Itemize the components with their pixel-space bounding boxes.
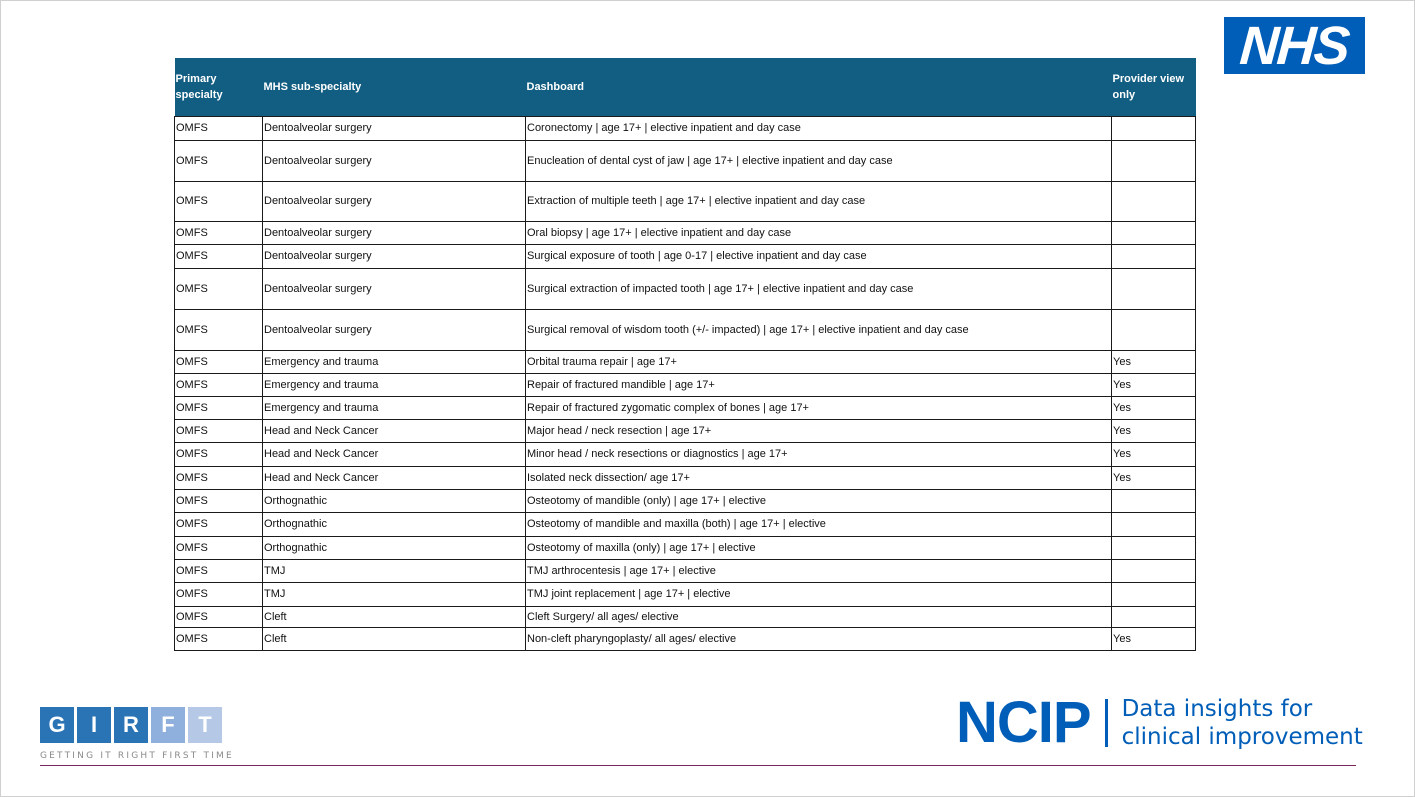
cell-dashboard: Orbital trauma repair | age 17+ bbox=[526, 351, 1112, 374]
cell-sub: Head and Neck Cancer bbox=[263, 420, 526, 443]
cell-dashboard: Surgical removal of wisdom tooth (+/- impacted) | age 17+ | elective inpatient and day case bbox=[526, 310, 1112, 351]
cell-provider: Yes bbox=[1112, 628, 1196, 651]
cell-dashboard: Osteotomy of mandible (only) | age 17+ | elective bbox=[526, 490, 1112, 513]
table-row bbox=[175, 245, 1196, 269]
table-body bbox=[175, 117, 1196, 651]
table-row bbox=[175, 537, 1196, 560]
cell-sub: Dentoalveolar surgery bbox=[263, 222, 526, 245]
cell-dashboard: Repair of fractured mandible | age 17+ bbox=[526, 374, 1112, 397]
cell-primary: OMFS bbox=[175, 583, 263, 607]
table-row bbox=[175, 513, 1196, 537]
table-row bbox=[175, 490, 1196, 513]
cell-primary: OMFS bbox=[175, 420, 263, 443]
table-row bbox=[175, 443, 1196, 467]
cell-provider: Yes bbox=[1112, 397, 1196, 420]
cell-dashboard: TMJ joint replacement | age 17+ | elective bbox=[526, 583, 1112, 607]
cell-primary: OMFS bbox=[175, 560, 263, 583]
cell-primary: OMFS bbox=[175, 222, 263, 245]
cell-provider bbox=[1112, 117, 1196, 141]
footer-divider bbox=[40, 765, 1356, 766]
girft-tile-r: R bbox=[114, 707, 148, 743]
cell-provider bbox=[1112, 222, 1196, 245]
table-row bbox=[175, 141, 1196, 182]
cell-sub: Dentoalveolar surgery bbox=[263, 245, 526, 269]
cell-provider bbox=[1112, 245, 1196, 269]
cell-dashboard: Extraction of multiple teeth | age 17+ | elective inpatient and day case bbox=[526, 182, 1112, 222]
ncip-tagline-line1: Data insights for bbox=[1121, 696, 1313, 722]
cell-provider: Yes bbox=[1112, 420, 1196, 443]
header-primary-specialty: Primary specialty bbox=[175, 58, 263, 117]
table-row bbox=[175, 397, 1196, 420]
table-row bbox=[175, 583, 1196, 607]
cell-sub: Head and Neck Cancer bbox=[263, 467, 526, 490]
cell-provider bbox=[1112, 537, 1196, 560]
cell-primary: OMFS bbox=[175, 490, 263, 513]
cell-primary: OMFS bbox=[175, 182, 263, 222]
table-row bbox=[175, 351, 1196, 374]
cell-sub: Emergency and trauma bbox=[263, 374, 526, 397]
girft-tile-i: I bbox=[77, 707, 111, 743]
header-dashboard: Dashboard bbox=[526, 58, 1112, 117]
table-row bbox=[175, 269, 1196, 310]
nhs-logo-text: NHS bbox=[1238, 15, 1351, 76]
cell-dashboard: Non-cleft pharyngoplasty/ all ages/ elective bbox=[526, 628, 1112, 651]
table-row bbox=[175, 607, 1196, 628]
cell-sub: Emergency and trauma bbox=[263, 397, 526, 420]
cell-dashboard: Cleft Surgery/ all ages/ elective bbox=[526, 607, 1112, 628]
cell-sub: Orthognathic bbox=[263, 537, 526, 560]
cell-dashboard: Osteotomy of mandible and maxilla (both) | age 17+ | elective bbox=[526, 513, 1112, 537]
table-row bbox=[175, 117, 1196, 141]
cell-provider bbox=[1112, 560, 1196, 583]
cell-dashboard: Repair of fractured zygomatic complex of bones | age 17+ bbox=[526, 397, 1112, 420]
girft-tiles bbox=[40, 707, 234, 743]
ncip-name: NCIP bbox=[956, 690, 1091, 755]
girft-logo bbox=[40, 707, 234, 761]
cell-dashboard: Enucleation of dental cyst of jaw | age 17+ | elective inpatient and day case bbox=[526, 141, 1112, 182]
cell-provider bbox=[1112, 607, 1196, 628]
header-provider-view: Provider view only bbox=[1112, 58, 1196, 117]
cell-primary: OMFS bbox=[175, 443, 263, 467]
table-row bbox=[175, 420, 1196, 443]
girft-tile-t: T bbox=[188, 707, 222, 743]
cell-primary: OMFS bbox=[175, 467, 263, 490]
cell-dashboard: Major head / neck resection | age 17+ bbox=[526, 420, 1112, 443]
table-row bbox=[175, 182, 1196, 222]
table-row bbox=[175, 628, 1196, 651]
girft-tile-g: G bbox=[40, 707, 74, 743]
cell-sub: TMJ bbox=[263, 583, 526, 607]
cell-dashboard: Surgical exposure of tooth | age 0-17 | elective inpatient and day case bbox=[526, 245, 1112, 269]
cell-provider: Yes bbox=[1112, 374, 1196, 397]
cell-sub: Dentoalveolar surgery bbox=[263, 310, 526, 351]
cell-primary: OMFS bbox=[175, 141, 263, 182]
cell-dashboard: TMJ arthrocentesis | age 17+ | elective bbox=[526, 560, 1112, 583]
ncip-tagline-line2: clinical improvement bbox=[1121, 724, 1363, 750]
cell-sub: Emergency and trauma bbox=[263, 351, 526, 374]
cell-primary: OMFS bbox=[175, 310, 263, 351]
cell-dashboard: Coronectomy | age 17+ | elective inpatient and day case bbox=[526, 117, 1112, 141]
cell-provider bbox=[1112, 182, 1196, 222]
cell-provider bbox=[1112, 583, 1196, 607]
cell-sub: Dentoalveolar surgery bbox=[263, 182, 526, 222]
table-row bbox=[175, 467, 1196, 490]
cell-sub: Orthognathic bbox=[263, 490, 526, 513]
dashboard-table bbox=[174, 58, 1196, 651]
cell-provider bbox=[1112, 490, 1196, 513]
cell-dashboard: Oral biopsy | age 17+ | elective inpatient and day case bbox=[526, 222, 1112, 245]
ncip-tagline bbox=[1122, 695, 1363, 751]
cell-sub: Orthognathic bbox=[263, 513, 526, 537]
cell-dashboard: Isolated neck dissection/ age 17+ bbox=[526, 467, 1112, 490]
table-row bbox=[175, 374, 1196, 397]
cell-primary: OMFS bbox=[175, 513, 263, 537]
girft-tagline: GETTING IT RIGHT FIRST TIME bbox=[40, 751, 234, 761]
table-row bbox=[175, 222, 1196, 245]
header-sub-specialty: MHS sub-specialty bbox=[263, 58, 526, 117]
cell-dashboard: Osteotomy of maxilla (only) | age 17+ | elective bbox=[526, 537, 1112, 560]
cell-dashboard: Surgical extraction of impacted tooth | age 17+ | elective inpatient and day case bbox=[526, 269, 1112, 310]
table-header-row bbox=[175, 58, 1196, 117]
cell-sub: Dentoalveolar surgery bbox=[263, 117, 526, 141]
cell-primary: OMFS bbox=[175, 628, 263, 651]
cell-primary: OMFS bbox=[175, 245, 263, 269]
cell-sub: Cleft bbox=[263, 607, 526, 628]
cell-primary: OMFS bbox=[175, 397, 263, 420]
ncip-divider bbox=[1105, 699, 1108, 747]
cell-primary: OMFS bbox=[175, 117, 263, 141]
cell-provider bbox=[1112, 269, 1196, 310]
cell-primary: OMFS bbox=[175, 374, 263, 397]
cell-provider: Yes bbox=[1112, 443, 1196, 467]
cell-sub: Head and Neck Cancer bbox=[263, 443, 526, 467]
ncip-logo bbox=[956, 690, 1363, 755]
cell-sub: Dentoalveolar surgery bbox=[263, 141, 526, 182]
cell-sub: Dentoalveolar surgery bbox=[263, 269, 526, 310]
girft-tile-f: F bbox=[151, 707, 185, 743]
cell-primary: OMFS bbox=[175, 351, 263, 374]
cell-primary: OMFS bbox=[175, 607, 263, 628]
table-row bbox=[175, 560, 1196, 583]
cell-provider bbox=[1112, 310, 1196, 351]
cell-primary: OMFS bbox=[175, 269, 263, 310]
cell-primary: OMFS bbox=[175, 537, 263, 560]
table-row bbox=[175, 310, 1196, 351]
nhs-logo bbox=[1224, 17, 1365, 74]
cell-provider: Yes bbox=[1112, 351, 1196, 374]
cell-dashboard: Minor head / neck resections or diagnostics | age 17+ bbox=[526, 443, 1112, 467]
cell-sub: Cleft bbox=[263, 628, 526, 651]
cell-provider bbox=[1112, 513, 1196, 537]
cell-provider bbox=[1112, 141, 1196, 182]
cell-sub: TMJ bbox=[263, 560, 526, 583]
cell-provider: Yes bbox=[1112, 467, 1196, 490]
